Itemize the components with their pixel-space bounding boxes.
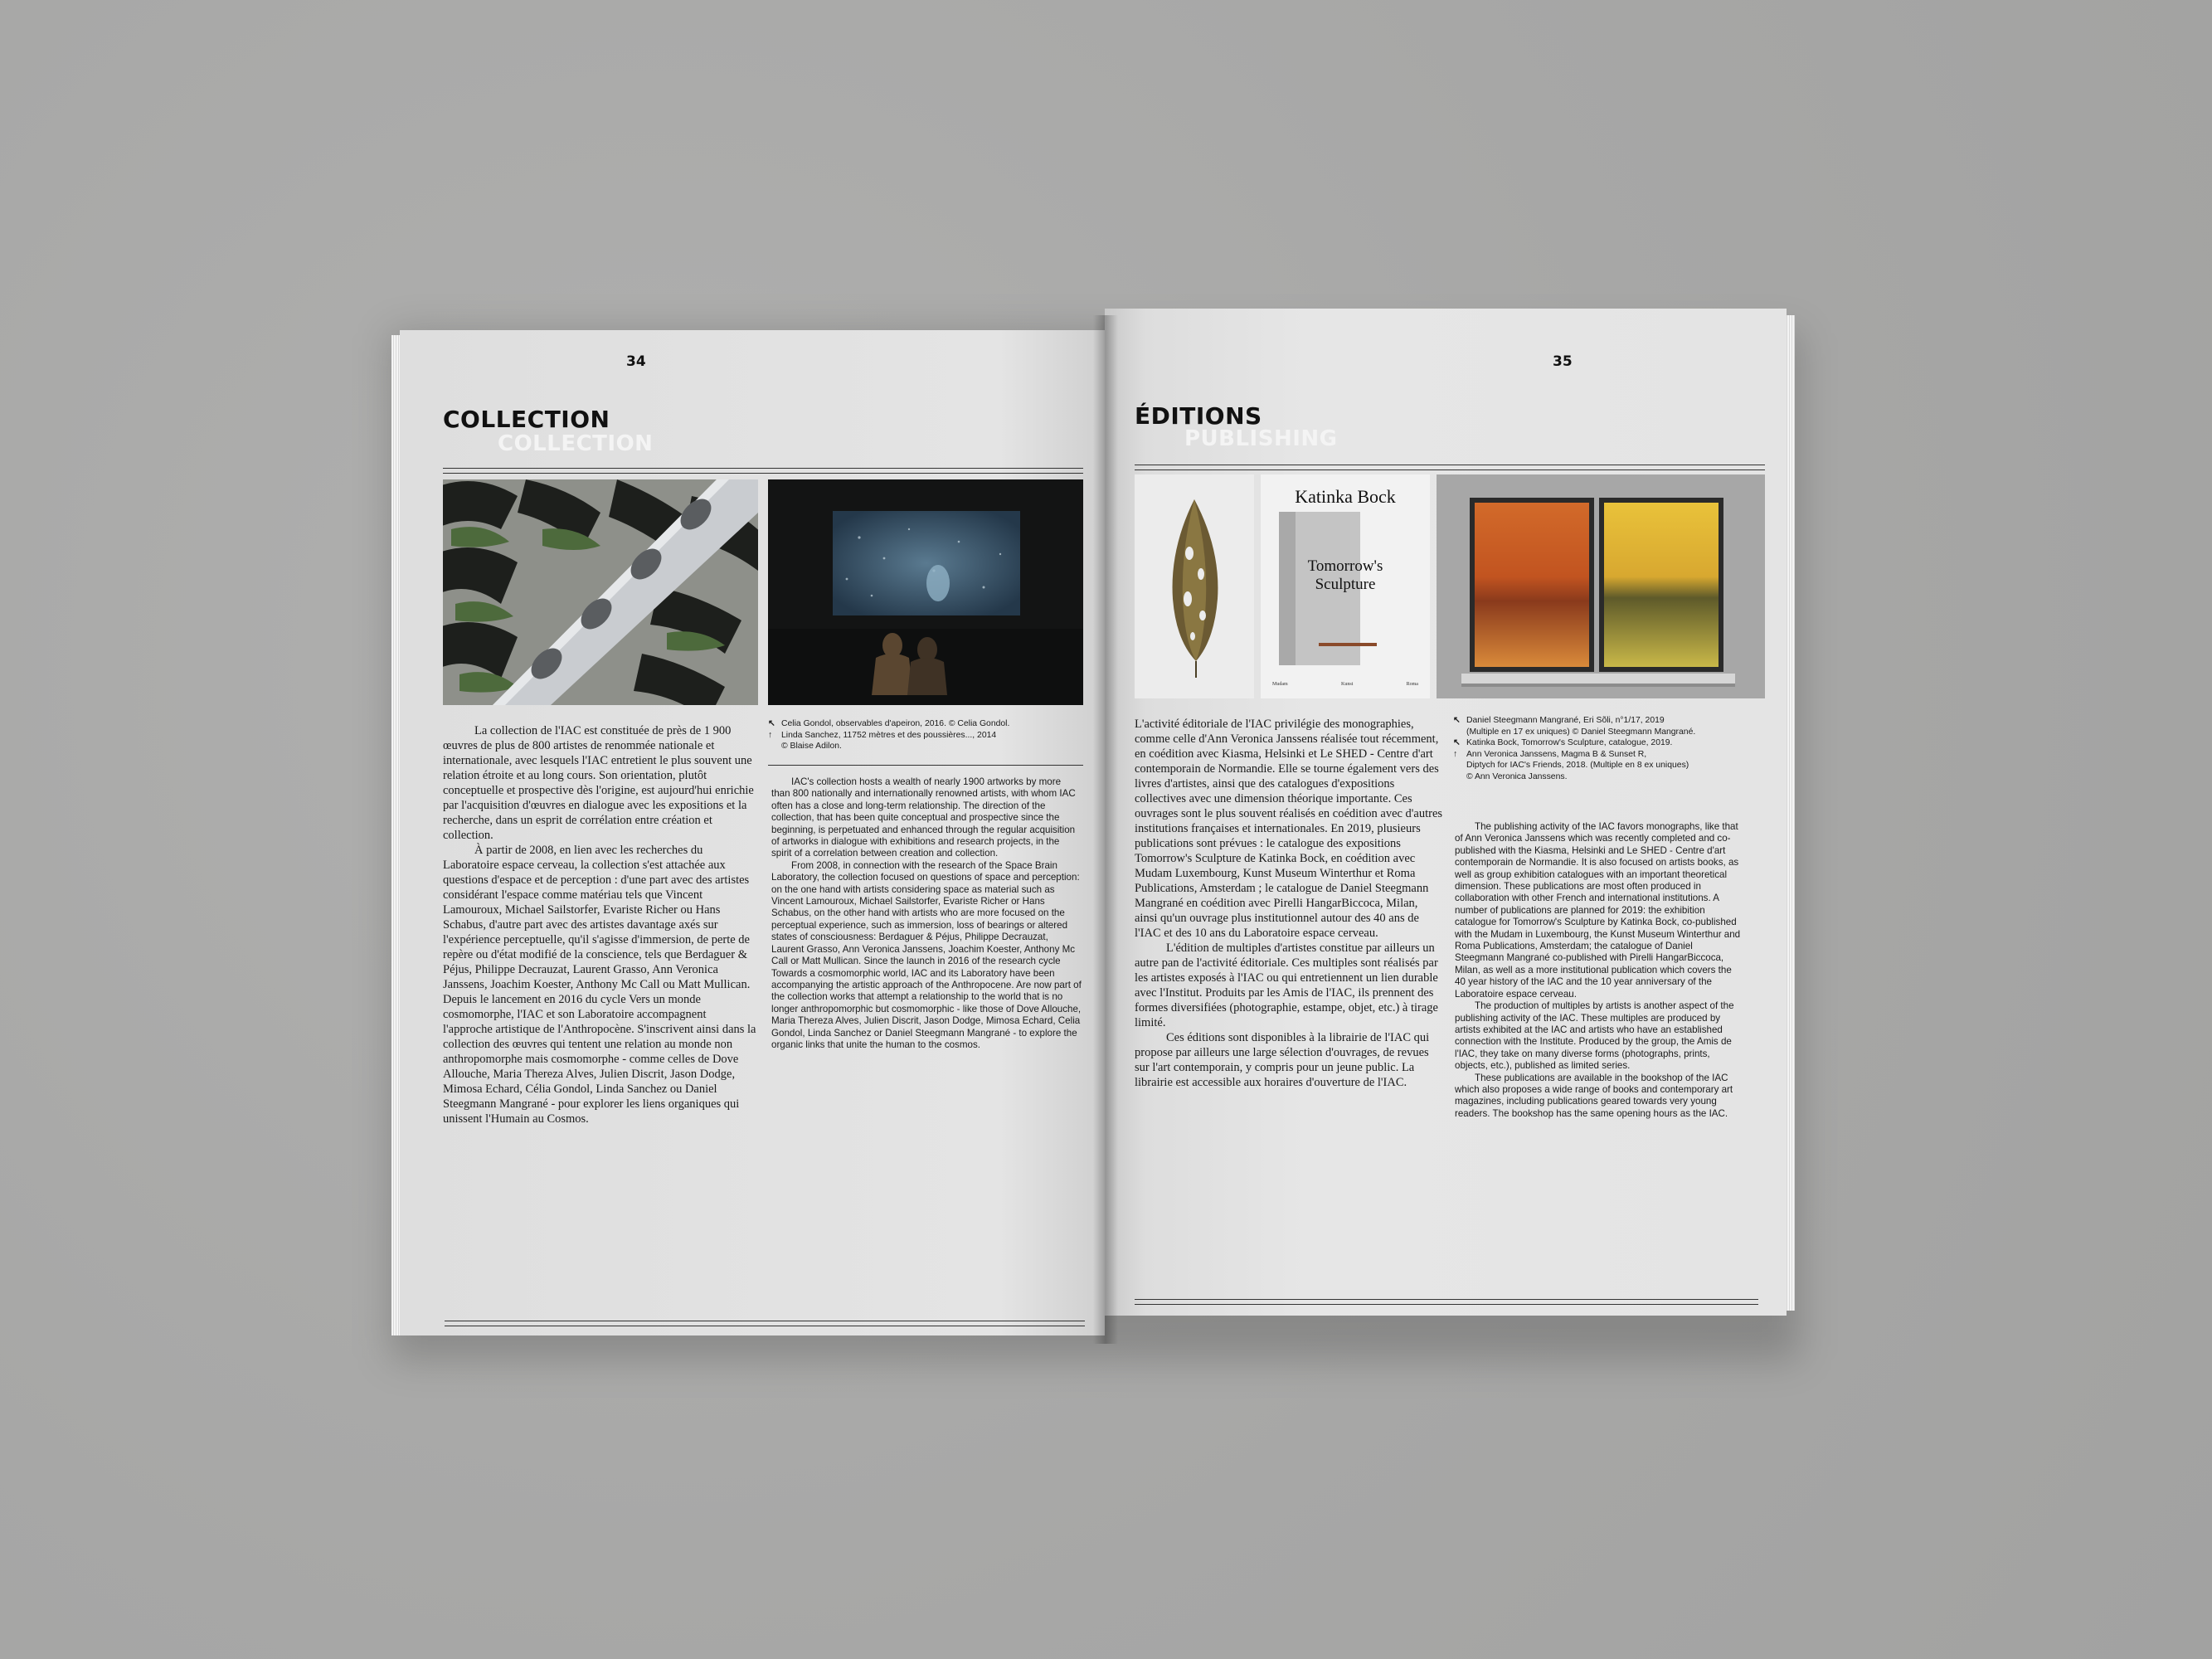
paragraph: L'édition de multiples d'artistes constitue par ailleurs un autre pan de l'activité éditoriale. Ces multiples sont réalisés par les artistes exposés à l'IAC ou qui entretiennent un lien durable avec l'Institut. Produits par les Amis de l'IAC, ils prennent des formes diversifiées (photographie, estampe, objet, etc.) à tirage limité. xyxy=(1135,941,1438,1029)
caption-row: Diptych for IAC's Friends, 2018. (Multiple en 8 ex uniques) xyxy=(1466,761,1689,771)
header-rule-right xyxy=(1135,465,1765,470)
footer-rule-right xyxy=(1135,1299,1758,1305)
english-text-collection xyxy=(771,776,1082,1051)
book-publishers: Mudam Kunst Roma xyxy=(1272,682,1418,687)
photo-linda-sanchez-sculpture xyxy=(443,479,758,705)
caption-row: © Ann Veronica Janssens. xyxy=(1466,771,1568,781)
arrow-up-left-icon: ↖ xyxy=(1453,716,1461,725)
caption-row: ↑ Linda Sanchez, 11752 mètres et des poussières..., 2014 xyxy=(768,730,997,740)
spine-gutter xyxy=(1093,315,1118,1344)
footer-rule-left xyxy=(445,1321,1085,1326)
french-text-collection xyxy=(443,723,756,1126)
paragraph: The publishing activity of the IAC favors monographs, like that of Ann Veronica Janssens which was recently completed and co-published with the Kiasma, Helsinki and Le SHED - Centre d'art contemporain de Normandie. It is also focused on artists books, as well as group exhibition catalogues with an important theoretical dimension. These publications are most often produced in collaboration with other French and international institutions. A number of publications are planned for 2019: the exhibition catalogue for Tomorrow's Sculpture by Katinka Bock, co-published with the Mudam in Luxembourg, the Kunst Museum Winterthur and Roma Publications, Amsterdam; the catalogue of Daniel Steegmann Mangrané co-published with Pirelli HangarBiccoca, Milan, as well as a more institutional publication which covers the 40 year history of the IAC and the 10 year anniversary of the Laboratoire espace cerveau. xyxy=(1455,821,1741,1000)
paragraph: These publications are available in the bookshop of the IAC which also proposes a wide range of books and contemporary art magazines, including publications geared towards very young readers. The bookshop has the same opening hours as the IAC. xyxy=(1455,1072,1733,1119)
book-title: Tomorrow's Sculpture xyxy=(1307,557,1383,593)
paragraph: IAC's collection hosts a wealth of nearly 1900 artworks by more than 800 nationally and internationally renowned artists, with whom IAC often has a close and long-term relationship. The direction of the collection, that has been quite conceptual and prospective since the beginning, is perpetuated and enhanced through the regular acquisition of artworks in dialogue with exhibitions and research projects, in the spirit of a correlation between creation and collection. xyxy=(771,776,1076,859)
caption-row: © Blaise Adilon. xyxy=(781,742,842,752)
caption-row: ↖ Katinka Bock, Tomorrow's Sculpture, catalogue, 2019. xyxy=(1453,738,1673,748)
paragraph: L'activité éditoriale de l'IAC privilégie des monographies, comme celle d'Ann Veronica Janssens réalisée tout récemment, en coédition avec Kiasma, Helsinki et Le SHED - Centre d'art contemporain de Normandie. Elle se tourne également vers des livres d'artistes, ainsi que des catalogues d'expositions collectives avec une dimension théorique importante. Ces ouvrages sont le plus souvent réalisés en coédition avec d'autres institutions françaises et internationales. En 2019, plusieurs publications sont prévues : le catalogue des expositions Tomorrow's Sculpture de Katinka Bock, en coédition avec Mudam Luxembourg, Kunst Museum Winterthur et Roma Publications, Amsterdam ; le catalogue de Daniel Steegmann Mangrané en coédition avec Pirelli HangarBiccoca, Milan, ainsi qu'un ouvrage plus institutionnel autour des 40 ans de l'IAC et des 10 ans du Laboratoire espace cerveau. xyxy=(1135,718,1443,940)
paragraph: The production of multiples by artists is another aspect of the publishing activity of the IAC. These multiples are produced by artists exhibited at the IAC and artists who have an established connection with the Institute. Produced by the group, the Amis de l'IAC, they take on many diverse forms (photographs, prints, objects, etc.), published as limited series. xyxy=(1455,1000,1734,1072)
arrow-up-left-icon: ↖ xyxy=(1453,738,1461,748)
header-rule-left xyxy=(443,468,1083,474)
paragraph: La collection de l'IAC est constituée de près de 1 900 œuvres de plus de 800 artistes de renommée nationale et internationale, avec lesquels l'IAC entretient le plus souvent une relation étroite et au long cours. Son orientation, plutôt conceptuelle et prospective dès l'origine, est aujourd'hui enrichie par l'acquisition d'œuvres en dialogue avec les expositions et la recherche, dans un esprit de corrélation entre création et collection. xyxy=(443,724,754,842)
paragraph: Ces éditions sont disponibles à la librairie de l'IAC qui propose par ailleurs une large sélection d'ouvrages, de revues sur l'art contemporain, y compris pour un jeune public. La librairie est accessible aux horaires d'ouverture de l'IAC. xyxy=(1135,1031,1430,1089)
caption-row: ↖ Celia Gondol, observables d'apeiron, 2016. © Celia Gondol. xyxy=(768,719,1010,728)
photo-steegmann-leaf xyxy=(1135,474,1254,698)
caption-rule-left xyxy=(768,765,1083,766)
arrow-up-icon: ↑ xyxy=(768,730,773,740)
page-number-right: 35 xyxy=(1553,353,1573,370)
section-title-editions: ÉDITIONS xyxy=(1135,402,1262,430)
english-text-publishing xyxy=(1455,821,1742,1120)
page-number-left: 34 xyxy=(626,353,646,370)
caption-left xyxy=(768,718,1083,752)
caption-row: ↖ Daniel Steegmann Mangrané, Eri Sõli, n°1/17, 2019 xyxy=(1453,716,1665,725)
book-cover-tomorrows-sculpture xyxy=(1261,474,1430,698)
arrow-up-left-icon: ↖ xyxy=(768,719,775,728)
photo-janssens-diptych xyxy=(1437,474,1765,698)
section-title-collection: COLLECTION xyxy=(443,406,610,433)
caption-row: ↑ Ann Veronica Janssens, Magma B & Sunset R, xyxy=(1453,749,1647,759)
paragraph: À partir de 2008, en lien avec les recherches du Laboratoire espace cerveau, la collection s'est attachée aux questions d'espace et de perception : d'une part avec des artistes considérant l'espace comme matériau tels que Vincent Lamouroux, Michael Sailstorfer, Evariste Richer ou Hans Schabus, d'autre part avec des artistes davantage axés sur l'expérience perceptuelle, qu'il s'agisse d'immersion, de perte de repère ou d'état modifié de la conscience, tels que Berdaguer & Péjus, Philippe Decrauzat, Laurent Grasso, Ann Veronica Janssens, Joachim Koester, Anthony Mc Call ou Matt Mullican. Depuis le lancement en 2016 du cycle Vers un monde cosmomorphe, l'IAC et son Laboratoire accompagnent l'approche artistique de l'Anthropocène. S'inscrivent ainsi dans la collection des œuvres qui tentent une relation au monde non anthropomorphe mais cosmomorphe - comme celles de Dove Allouche, Maria Thereza Alves, Julien Discrit, Jason Dodge, Mimosa Echard, Célia Gondol, Linda Sanchez ou Daniel Steegmann Mangrané - pour explorer les liens organiques qui unissent l'Humain au Cosmos. xyxy=(443,844,756,1126)
section-subtitle-publishing: PUBLISHING xyxy=(1184,426,1338,451)
caption-row: (Multiple en 17 ex uniques) © Daniel Steegmann Mangrané. xyxy=(1466,727,1696,737)
book-author: Katinka Bock xyxy=(1295,486,1396,507)
caption-right xyxy=(1453,715,1768,783)
section-subtitle-collection: COLLECTION xyxy=(498,431,654,456)
french-text-editions xyxy=(1135,717,1443,1090)
photo-celia-gondol-projection xyxy=(768,479,1083,705)
arrow-up-icon: ↑ xyxy=(1453,749,1458,759)
paragraph: From 2008, in connection with the research of the Space Brain Laboratory, the collection focused on questions of space and perception: on the one hand with artists considering space as material such as Vincent Lamouroux, Michael Sailstorfer, Evariste Richer or Hans Schabus, on the other hand with artists who are more focused on the perceptual experience, such as immersion, loss of bearings or altered states of consciousness: Berdaguer & Péjus, Philippe Decrauzat, Laurent Grasso, Ann Veronica Janssens, Joachim Koester, Anthony Mc Call or Matt Mullican. Since the launch in 2016 of the research cycle Towards a cosmomorphic world, IAC and its Laboratory have been accompanying the artistic approach of the Anthropocene. Are now part of the collection works that attempt a relationship to the world that is no longer anthropomorphic but cosmomorphic - like those of Dove Allouche, Maria Thereza Alves, Julien Discrit, Jason Dodge, Mimosa Echard, Celia Gondol, Linda Sanchez or Daniel Steegmann Mangrané - to explore the organic links that unite the human to the cosmos. xyxy=(771,859,1082,1050)
